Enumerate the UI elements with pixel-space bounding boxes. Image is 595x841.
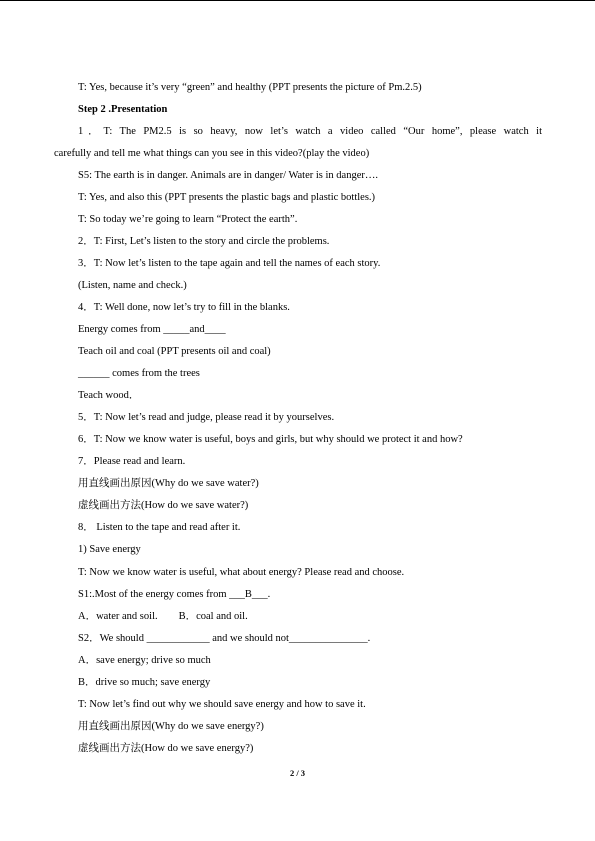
text-line: 虚线画出方法(How do we save energy?) [78,743,254,754]
text-line: B．drive so much; save energy [78,677,211,688]
text-line: Teach oil and coal (PPT presents oil and coal) [78,346,271,357]
section-heading: Step 2 .Presentation [78,104,168,115]
text-line: S2．We should ____________ and we should not_______________. [78,633,371,644]
text-line: A．water and soil. B．coal and oil. [78,611,248,622]
text-line: 6．T: Now we know water is useful, boys and girls, but why should we protect it and how? [78,434,463,445]
text-line: 1) Save energy [78,544,141,555]
text-line: 1．T: The PM2.5 is so heavy, now let’s watch a video called “Our home”, please watch it [78,126,542,137]
text-line: S5: The earth is in danger. Animals are in danger/ Water is in danger…. [78,170,378,181]
text-line: 用直线画出原因(Why do we save energy?) [78,721,264,732]
text-line: 2．T: First, Let’s listen to the story and circle the problems. [78,236,330,247]
text-line: A．save energy; drive so much [78,655,211,666]
header-rule [0,0,595,1]
text-line: T: Yes, because it’s very “green” and healthy (PPT presents the picture of Pm.2.5) [78,82,422,93]
text-line: 5．T: Now let’s read and judge, please read it by yourselves. [78,412,335,423]
text-line: 7．Please read and learn. [78,456,186,467]
text-line: 虚线画出方法(How do we save water?) [78,500,249,511]
text-line: (Listen, name and check.) [78,280,187,291]
text-line: 3．T: Now let’s listen to the tape again and tell the names of each story. [78,258,381,269]
text-line: carefully and tell me what things can you see in this video?(play the video) [54,148,370,159]
text-line: Energy comes from _____and____ [78,324,226,335]
text-line: S1:.Most of the energy comes from ___B___. [78,589,271,600]
page-number: 2 / 3 [289,768,306,778]
text-line: T: Yes, and also this (PPT presents the plastic bags and plastic bottles.) [78,192,376,203]
text-line: T: Now we know water is useful, what about energy? Please read and choose. [78,567,405,578]
text-line: T: Now let’s find out why we should save energy and how to save it. [78,699,366,710]
text-line: 8． Listen to the tape and read after it. [78,522,241,533]
text-line: 用直线画出原因(Why do we save water?) [78,478,259,489]
text-line: 4．T: Well done, now let’s try to fill in the blanks. [78,302,290,313]
text-line: ______ comes from the trees [78,368,200,379]
text-line: Teach wood． [78,390,140,401]
text-line: T: So today we’re going to learn “Protect the earth”. [78,214,298,225]
